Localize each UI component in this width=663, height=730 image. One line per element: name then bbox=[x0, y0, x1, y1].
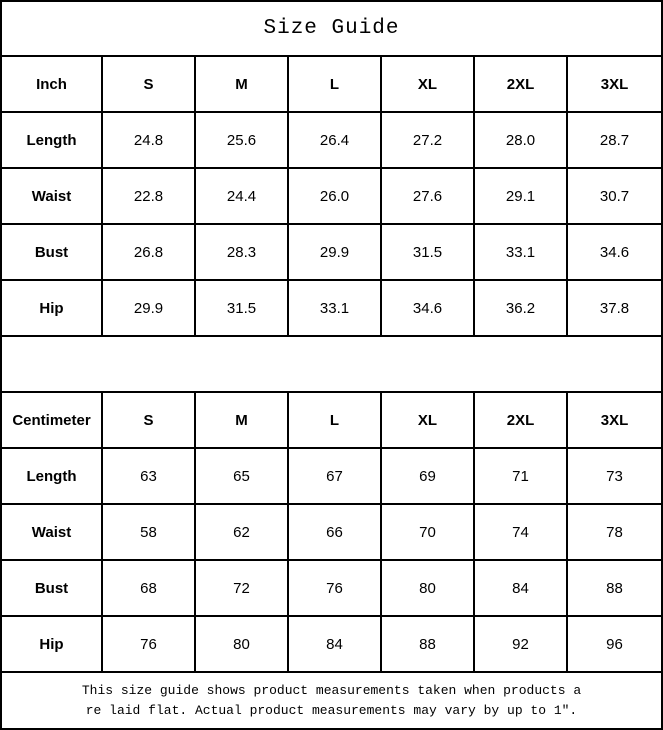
measurement-cell: 80 bbox=[196, 617, 289, 671]
size-header-cell: L bbox=[289, 57, 382, 111]
footer-note bbox=[2, 673, 661, 728]
measurement-cell: 36.2 bbox=[475, 281, 568, 335]
unit-header-cell: Centimeter bbox=[2, 393, 103, 447]
measurement-cell: 37.8 bbox=[599, 299, 630, 317]
measurement-cell: 71 bbox=[475, 449, 568, 503]
size-header-cell: 3XL bbox=[600, 75, 629, 93]
inch-header-row bbox=[2, 57, 661, 113]
table-row-cm-waist bbox=[2, 505, 661, 561]
measurement-cell: 96 bbox=[606, 635, 623, 653]
size-header-cell: M bbox=[196, 57, 289, 111]
measurement-cell: 84 bbox=[475, 561, 568, 615]
table-row-inch-bust bbox=[2, 225, 661, 281]
measurement-cell: 74 bbox=[475, 505, 568, 559]
size-header-cell: 2XL bbox=[475, 57, 568, 111]
size-header-cell: 3XL bbox=[600, 411, 629, 429]
measurement-cell: 33.1 bbox=[289, 281, 382, 335]
measurement-cell: 29.9 bbox=[103, 281, 196, 335]
table-row-inch-waist bbox=[2, 169, 661, 225]
measurement-cell: 76 bbox=[103, 617, 196, 671]
measurement-cell: 92 bbox=[475, 617, 568, 671]
measurement-cell: 68 bbox=[103, 561, 196, 615]
size-header-cell: M bbox=[196, 393, 289, 447]
table-row-cm-bust bbox=[2, 561, 661, 617]
table-row-cm-hip bbox=[2, 617, 661, 673]
table-row-inch-length bbox=[2, 113, 661, 169]
spacer-row bbox=[2, 337, 661, 393]
measurement-cell: 33.1 bbox=[475, 225, 568, 279]
measurement-cell: 24.8 bbox=[103, 113, 196, 167]
measurement-cell: 67 bbox=[289, 449, 382, 503]
row-label-cell: Waist bbox=[2, 505, 103, 559]
measurement-cell: 63 bbox=[103, 449, 196, 503]
measurement-cell: 24.4 bbox=[196, 169, 289, 223]
size-header-cell: XL bbox=[382, 393, 475, 447]
measurement-cell: 73 bbox=[606, 467, 623, 485]
unit-header-cell: Inch bbox=[2, 57, 103, 111]
measurement-cell: 25.6 bbox=[196, 113, 289, 167]
measurement-cell: 31.5 bbox=[196, 281, 289, 335]
measurement-cell: 29.9 bbox=[289, 225, 382, 279]
measurement-cell: 88 bbox=[606, 579, 623, 597]
measurement-cell: 27.6 bbox=[382, 169, 475, 223]
measurement-cell: 30.7 bbox=[599, 187, 630, 205]
footer-line-2: re laid flat. Actual product measurements may vary by up to 1″. bbox=[85, 702, 578, 718]
size-header-cell: S bbox=[103, 57, 196, 111]
row-label-cell: Length bbox=[2, 449, 103, 503]
measurement-cell: 70 bbox=[382, 505, 475, 559]
measurement-cell: 80 bbox=[382, 561, 475, 615]
table-row-cm-length bbox=[2, 449, 661, 505]
row-label-cell: Bust bbox=[2, 225, 103, 279]
measurement-cell: 88 bbox=[382, 617, 475, 671]
measurement-cell: 28.0 bbox=[475, 113, 568, 167]
measurement-cell: 26.0 bbox=[289, 169, 382, 223]
measurement-cell: 22.8 bbox=[103, 169, 196, 223]
centimeter-header-row bbox=[2, 393, 661, 449]
measurement-cell: 31.5 bbox=[382, 225, 475, 279]
measurement-cell: 78 bbox=[606, 523, 623, 541]
size-header-cell: 2XL bbox=[475, 393, 568, 447]
measurement-cell: 34.6 bbox=[599, 243, 630, 261]
size-header-cell: XL bbox=[382, 57, 475, 111]
row-label-cell: Bust bbox=[2, 561, 103, 615]
row-label-cell: Hip bbox=[2, 617, 103, 671]
measurement-cell: 65 bbox=[196, 449, 289, 503]
measurement-cell: 28.7 bbox=[599, 131, 630, 149]
measurement-cell: 62 bbox=[196, 505, 289, 559]
measurement-cell: 34.6 bbox=[382, 281, 475, 335]
row-label-cell: Hip bbox=[2, 281, 103, 335]
footer-line-1: This size guide shows product measurements taken when products a bbox=[81, 682, 582, 698]
measurement-cell: 26.4 bbox=[289, 113, 382, 167]
measurement-cell: 84 bbox=[289, 617, 382, 671]
page-title: Size Guide bbox=[2, 2, 661, 57]
measurement-cell: 76 bbox=[289, 561, 382, 615]
measurement-cell: 72 bbox=[196, 561, 289, 615]
measurement-cell: 58 bbox=[103, 505, 196, 559]
measurement-cell: 69 bbox=[382, 449, 475, 503]
table-row-inch-hip bbox=[2, 281, 661, 337]
measurement-cell: 66 bbox=[289, 505, 382, 559]
row-label-cell: Length bbox=[2, 113, 103, 167]
size-header-cell: S bbox=[103, 393, 196, 447]
measurement-cell: 27.2 bbox=[382, 113, 475, 167]
measurement-cell: 29.1 bbox=[475, 169, 568, 223]
size-header-cell: L bbox=[289, 393, 382, 447]
row-label-cell: Waist bbox=[2, 169, 103, 223]
measurement-cell: 26.8 bbox=[103, 225, 196, 279]
measurement-cell: 28.3 bbox=[196, 225, 289, 279]
